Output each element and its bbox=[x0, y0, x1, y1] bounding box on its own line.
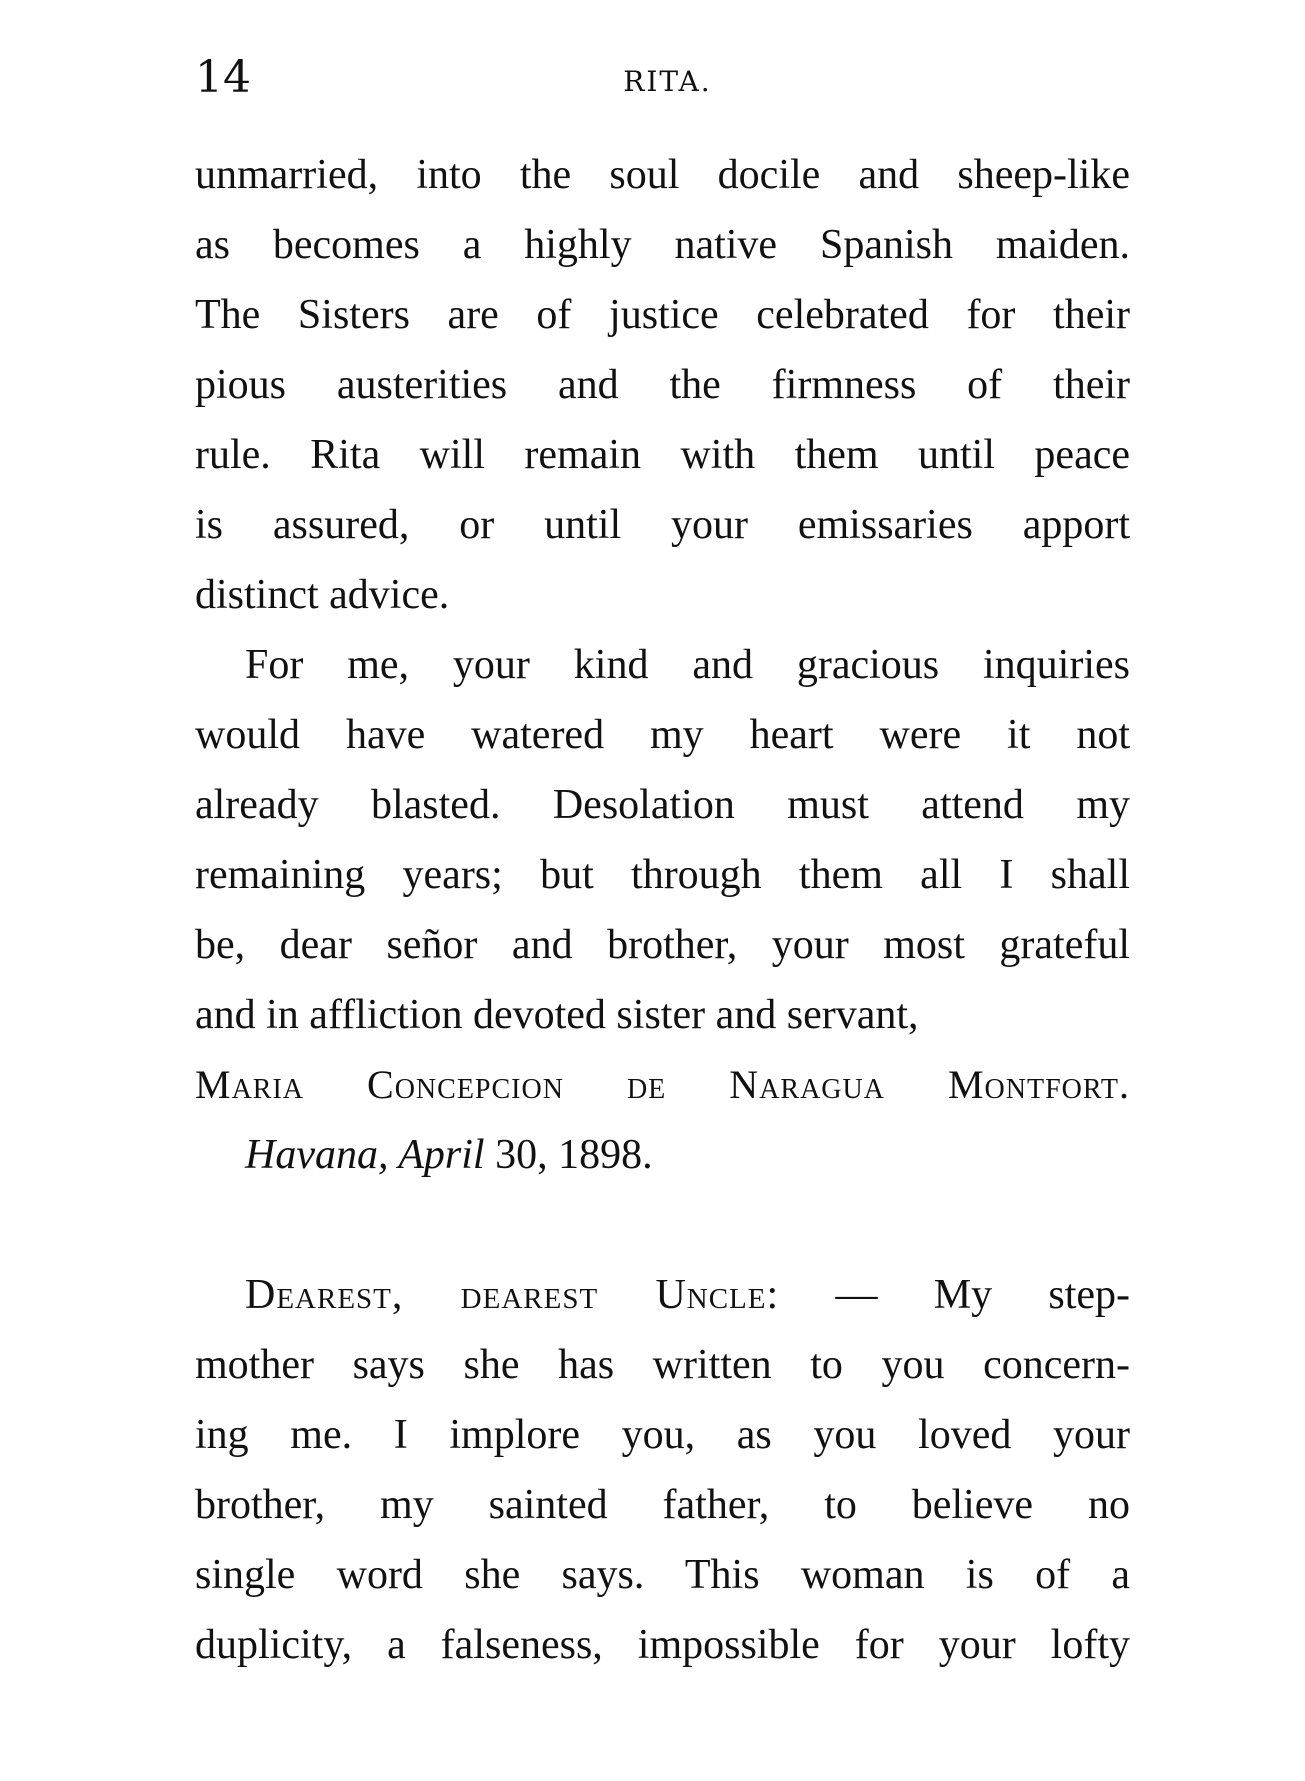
text-line: For me, your kind and gracious inquiries bbox=[245, 642, 1130, 688]
text-line: brother, my sainted father, to believe no bbox=[195, 1482, 1130, 1528]
salutation-line bbox=[195, 1260, 1130, 1330]
text-line: distinct advice. bbox=[195, 572, 450, 618]
running-title: RITA. bbox=[623, 65, 712, 98]
text-line: single word she says. This woman is of a bbox=[195, 1552, 1130, 1598]
text-line: and in affliction devoted sister and servant, bbox=[195, 992, 919, 1038]
text-line: mother says she has written to you concern- bbox=[195, 1342, 1130, 1388]
text-line: already blasted. Desolation must attend my bbox=[195, 782, 1130, 828]
text-line: would have watered my heart were it not bbox=[195, 712, 1130, 758]
page-number: 14 bbox=[195, 52, 251, 103]
text-line: rule. Rita will remain with them until peace bbox=[195, 432, 1130, 478]
text-line: remaining years; but through them all I shall bbox=[195, 852, 1130, 898]
text-line: is assured, or until your emissaries apport bbox=[195, 502, 1130, 548]
page-header bbox=[195, 48, 1140, 108]
dateline-place: Havana, April bbox=[245, 1132, 485, 1178]
paragraph-closing bbox=[195, 630, 1130, 1050]
text-line: as becomes a highly native Spanish maiden. bbox=[195, 222, 1130, 268]
salutation-continuation: — My step- bbox=[835, 1272, 1130, 1318]
text-line: be, dear señor and brother, your most grateful bbox=[195, 922, 1130, 968]
paragraph-continuation bbox=[195, 140, 1130, 630]
text-line: duplicity, a falseness, impossible for your lofty bbox=[195, 1622, 1130, 1668]
text-line: pious austerities and the firmness of their bbox=[195, 362, 1130, 408]
text-line: The Sisters are of justice celebrated for their bbox=[195, 292, 1130, 338]
text-line: ing me. I implore you, as you loved your bbox=[195, 1412, 1130, 1458]
letter-signature: Maria Concepcion de Naragua Montfort. bbox=[195, 1062, 1130, 1107]
text-line: unmarried, into the soul docile and sheep-like bbox=[195, 152, 1130, 198]
second-letter bbox=[195, 1260, 1130, 1680]
letter-dateline bbox=[245, 1120, 653, 1190]
salutation: Dearest, dearest Uncle: bbox=[245, 1272, 780, 1318]
dateline-date: 30, 1898. bbox=[495, 1132, 653, 1178]
